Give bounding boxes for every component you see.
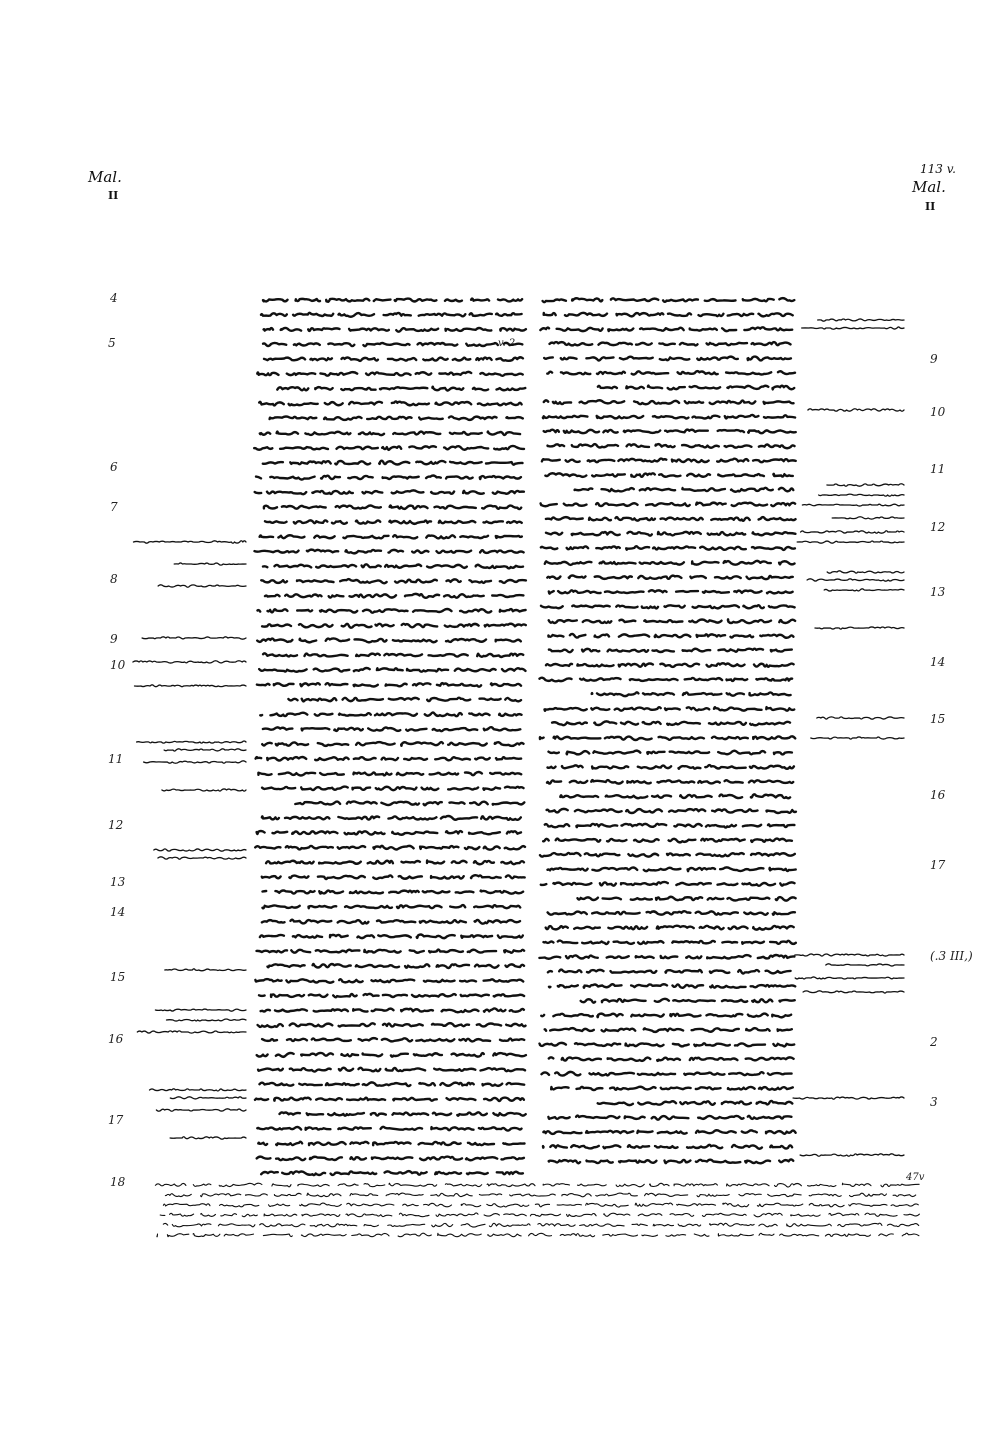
- script-line: [155, 1183, 919, 1187]
- script-line: [257, 372, 522, 376]
- right-text-column: [535, 290, 800, 1175]
- margin-note: [827, 571, 904, 573]
- margin-note: [817, 717, 904, 719]
- script-line: [262, 1038, 524, 1041]
- verse-number: 11: [108, 752, 124, 766]
- script-line: [550, 342, 791, 345]
- script-line: [541, 1014, 791, 1018]
- margin-note: [824, 589, 904, 591]
- chapter-reference: (.3 III,): [930, 949, 973, 963]
- script-line: [258, 1068, 525, 1072]
- verse-number: 17: [108, 1113, 124, 1127]
- margin-note: [162, 789, 246, 791]
- margin-note: [137, 741, 246, 743]
- verse-number: 16: [930, 788, 946, 802]
- script-line: [578, 897, 796, 901]
- script-line: [255, 1098, 524, 1101]
- verse-number: 12: [108, 818, 124, 832]
- script-line: [259, 668, 525, 672]
- margin-note: [150, 1089, 247, 1091]
- script-line: [549, 619, 795, 623]
- margin-note: [154, 849, 246, 851]
- margin-note: [818, 319, 904, 321]
- script-line: [262, 787, 523, 791]
- script-line: [544, 400, 794, 404]
- verse-number: 18: [110, 1175, 126, 1189]
- verse-number: 13: [930, 585, 946, 599]
- margin-note: [156, 1109, 246, 1111]
- right-book-title: Mal.: [912, 178, 946, 196]
- script-line: [549, 751, 792, 755]
- script-line: [257, 1053, 526, 1057]
- left-book-title: Mal.: [88, 168, 122, 186]
- script-line: [257, 1127, 521, 1131]
- margin-note: [137, 1031, 246, 1033]
- script-line: [545, 1028, 792, 1032]
- script-line: [598, 1101, 793, 1105]
- script-line: [540, 1043, 795, 1047]
- right-folio-number: 113 v.: [920, 162, 956, 176]
- script-line: [548, 634, 793, 638]
- script-line: [547, 809, 796, 813]
- verse-number: 10: [110, 658, 126, 672]
- script-line: [256, 476, 521, 480]
- script-line: [160, 1213, 919, 1217]
- script-line: [575, 488, 794, 492]
- script-line: [261, 313, 522, 317]
- verse-number: 10: [930, 405, 946, 419]
- script-line: [263, 727, 520, 731]
- script-line: [277, 387, 525, 391]
- margin-note: [165, 969, 246, 971]
- margin-note: [155, 1009, 246, 1011]
- script-line: [551, 1087, 793, 1090]
- margin-note: [815, 627, 904, 629]
- verse-number: 14: [930, 655, 946, 669]
- left-text-column: [250, 290, 530, 1190]
- margin-note: [802, 327, 904, 329]
- margin-note: [142, 637, 246, 639]
- script-line: [295, 801, 524, 805]
- script-line: [258, 609, 526, 613]
- verse-number: 12: [930, 520, 946, 534]
- script-line: [540, 678, 793, 682]
- script-line: [541, 605, 795, 608]
- script-line: [546, 663, 794, 667]
- script-line: [288, 698, 521, 702]
- verse-number: 9: [930, 352, 938, 366]
- script-line: [260, 934, 523, 938]
- verse-number: 16: [108, 1032, 124, 1046]
- verse-number: 9: [110, 632, 118, 646]
- script-line: [546, 926, 794, 930]
- verse-number: 3: [930, 1095, 938, 1109]
- script-line: [547, 780, 793, 784]
- script-line: [265, 594, 523, 598]
- verse-number: 7: [110, 500, 118, 514]
- script-line: [549, 590, 793, 593]
- script-line: [544, 941, 796, 944]
- script-line: [548, 970, 791, 974]
- script-line: [548, 1116, 791, 1120]
- verse-number: 13: [110, 875, 126, 889]
- script-line: [263, 564, 523, 568]
- margin-note: [144, 761, 246, 763]
- script-line: [260, 431, 520, 435]
- script-line: [549, 1159, 794, 1163]
- verse-number: 14: [110, 905, 126, 919]
- verse-number: 11: [930, 462, 946, 476]
- inline-reference: v. 2: [498, 338, 516, 349]
- script-line: [547, 576, 793, 580]
- script-line: [266, 861, 524, 865]
- verse-number: 15: [930, 712, 946, 726]
- script-line: [263, 343, 522, 346]
- script-line: [543, 1130, 795, 1134]
- script-line: [256, 757, 521, 761]
- script-line: [259, 401, 521, 405]
- script-line: [262, 742, 523, 746]
- margin-note: [795, 977, 904, 979]
- margin-note: [170, 1097, 246, 1099]
- script-line: [257, 638, 521, 642]
- script-line: [544, 313, 793, 317]
- script-line: [262, 875, 525, 879]
- script-line: [592, 692, 791, 696]
- script-line: [543, 298, 795, 302]
- script-line: [260, 1082, 525, 1086]
- margin-note: [827, 484, 904, 487]
- script-line: [263, 905, 521, 908]
- script-line: [260, 535, 522, 538]
- script-line: [546, 517, 796, 521]
- script-line: [542, 1072, 792, 1076]
- script-line: [264, 506, 521, 510]
- margin-note: [795, 954, 904, 956]
- script-line: [264, 357, 523, 361]
- script-line: [257, 1157, 524, 1161]
- footer-notes-block: [150, 1175, 925, 1240]
- script-line: [544, 430, 796, 434]
- script-line: [157, 1233, 919, 1237]
- script-line: [598, 386, 794, 390]
- script-line: [541, 546, 795, 550]
- script-line: [560, 794, 790, 798]
- verse-number: 2: [930, 1035, 938, 1049]
- script-line: [548, 444, 795, 448]
- script-line: [546, 532, 795, 536]
- script-line: [262, 624, 526, 628]
- margin-note: [135, 685, 247, 687]
- script-line: [547, 371, 795, 374]
- margin-note: [807, 579, 904, 581]
- margin-note: [800, 1154, 904, 1156]
- script-line: [163, 1223, 918, 1227]
- left-margin-notes: [130, 520, 252, 1160]
- margin-note: [801, 531, 904, 533]
- margin-note: [158, 585, 246, 587]
- script-line: [263, 299, 522, 302]
- script-line: [540, 853, 795, 857]
- margin-note: [802, 504, 904, 506]
- margin-note: [133, 661, 246, 663]
- script-line: [258, 1142, 524, 1146]
- script-line: [263, 461, 523, 465]
- script-line: [255, 550, 524, 554]
- script-line: [545, 473, 792, 477]
- margin-note: [164, 749, 246, 751]
- margin-note: [134, 541, 247, 544]
- script-line: [548, 911, 795, 915]
- script-line: [539, 955, 794, 959]
- script-line: [265, 520, 522, 523]
- script-line: [540, 327, 792, 331]
- script-line: [261, 579, 526, 583]
- margin-note: [808, 409, 904, 411]
- margin-note: [797, 541, 904, 543]
- script-line: [545, 561, 795, 565]
- script-line: [280, 1112, 526, 1115]
- margin-note: [803, 991, 904, 993]
- verse-number: 6: [110, 460, 118, 474]
- verse-number: 17: [930, 858, 946, 872]
- verse-number: 15: [110, 970, 126, 984]
- margin-note: [793, 1097, 904, 1099]
- right-margin-notes: [790, 300, 910, 1170]
- script-line: [163, 1203, 918, 1207]
- script-line: [264, 328, 526, 332]
- right-chapter-number: II: [925, 200, 936, 213]
- script-line: [540, 736, 795, 740]
- script-line: [263, 653, 523, 657]
- script-line: [270, 416, 523, 420]
- script-line: [545, 707, 795, 711]
- verse-number: 8: [110, 572, 118, 586]
- script-line: [542, 459, 796, 463]
- script-line: [544, 357, 791, 361]
- folio-reference: 47v: [906, 1172, 925, 1183]
- script-line: [541, 882, 795, 886]
- script-line: [165, 1193, 915, 1197]
- script-line: [255, 490, 524, 494]
- verse-number: 5: [108, 336, 116, 350]
- script-line: [541, 503, 796, 507]
- script-line: [543, 415, 795, 418]
- margin-note: [811, 737, 904, 739]
- script-line: [258, 1023, 526, 1027]
- script-line: [261, 1008, 524, 1012]
- margin-note: [167, 1019, 247, 1021]
- script-line: [262, 920, 520, 924]
- verse-number: 4: [110, 291, 118, 305]
- script-line: [552, 721, 790, 725]
- script-line: [543, 839, 792, 843]
- margin-note: [819, 494, 904, 496]
- script-line: [548, 765, 794, 769]
- script-line: [549, 1057, 794, 1061]
- script-line: [268, 964, 525, 968]
- script-line: [258, 772, 521, 775]
- script-line: [257, 950, 525, 953]
- script-line: [263, 891, 524, 894]
- script-line: [545, 824, 795, 828]
- margin-note: [826, 964, 904, 966]
- script-line: [255, 979, 523, 983]
- script-line: [260, 713, 521, 717]
- margin-note: [174, 563, 246, 565]
- script-line: [255, 846, 525, 850]
- script-line: [262, 816, 521, 820]
- script-line: [257, 683, 521, 687]
- margin-note: [158, 857, 246, 859]
- script-line: [549, 649, 792, 653]
- margin-note: [170, 1137, 246, 1139]
- script-line: [254, 446, 524, 450]
- script-line: [543, 1145, 792, 1149]
- script-line: [581, 999, 795, 1003]
- script-line: [549, 984, 795, 988]
- left-chapter-number: II: [108, 189, 119, 202]
- script-line: [259, 994, 524, 997]
- margin-note: [832, 517, 904, 519]
- script-line: [548, 867, 796, 871]
- script-line: [257, 831, 521, 835]
